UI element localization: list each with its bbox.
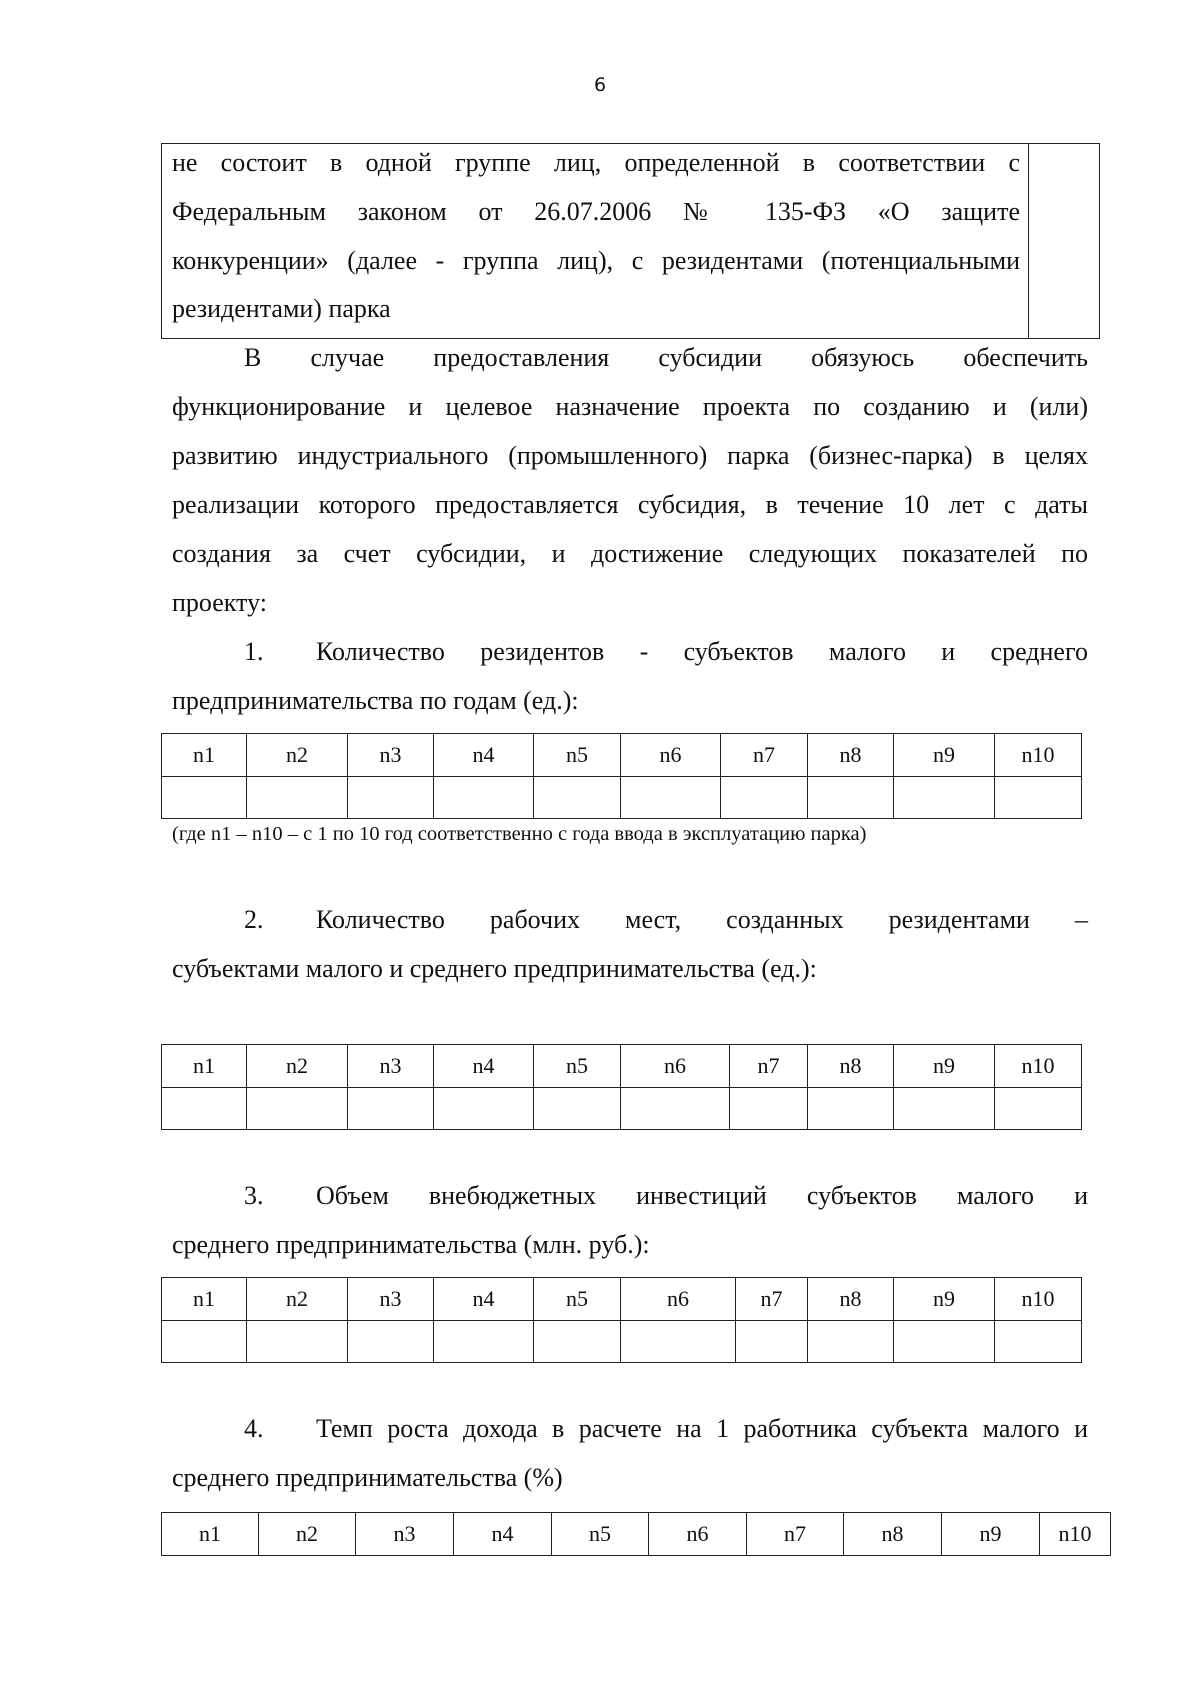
indicator-number: 1. [244, 637, 264, 666]
year-header-cell: n3 [348, 734, 434, 777]
value-cell[interactable] [621, 1088, 730, 1130]
indicator-2-table [161, 1044, 1082, 1130]
indicator-4-table [161, 1512, 1111, 1556]
year-header-row [162, 734, 1082, 777]
intro-paragraph-line: развитию индустриального (промышленного) парка (бизнес-парка) в целях [172, 441, 1088, 470]
value-cell[interactable] [995, 777, 1082, 819]
year-header-cell: n7 [736, 1278, 808, 1321]
value-cell[interactable] [247, 1088, 348, 1130]
eligibility-text-line: Федеральным законом от 26.07.2006 № 135-ФЗ «О защите [172, 197, 1020, 226]
table-divider [1028, 144, 1029, 338]
year-header-cell: n7 [730, 1045, 808, 1088]
year-header-cell: n2 [247, 1045, 348, 1088]
year-header-cell: n6 [621, 1278, 736, 1321]
year-header-cell: n10 [1040, 1513, 1111, 1556]
year-header-cell: n3 [356, 1513, 454, 1556]
intro-paragraph-line: реализации которого предоставляется субсидия, в течение 10 лет с даты [172, 490, 1088, 519]
year-header-cell: n10 [995, 1045, 1082, 1088]
intro-paragraph-line: проекту: [172, 588, 267, 617]
year-header-row [162, 1278, 1082, 1321]
value-cell[interactable] [894, 1321, 995, 1363]
value-cell[interactable] [247, 1321, 348, 1363]
indicator-3-heading [172, 1181, 1088, 1211]
table-note: (где n1 – n10 – с 1 по 10 год соответственно с года ввода в эксплуатацию парка) [172, 823, 867, 845]
indicator-2-heading [172, 905, 1088, 935]
year-header-cell: n5 [552, 1513, 649, 1556]
value-cell[interactable] [808, 1321, 894, 1363]
value-row [162, 1321, 1082, 1363]
year-header-cell: n8 [844, 1513, 942, 1556]
year-header-cell: n4 [434, 1278, 534, 1321]
year-header-cell: n6 [621, 734, 721, 777]
value-cell[interactable] [534, 1321, 621, 1363]
value-cell[interactable] [808, 777, 894, 819]
value-cell[interactable] [721, 777, 808, 819]
value-cell[interactable] [162, 1321, 247, 1363]
indicator-3-heading-cont: среднего предпринимательства (млн. руб.): [172, 1230, 650, 1259]
value-cell[interactable] [162, 777, 247, 819]
year-header-cell: n3 [348, 1045, 434, 1088]
value-cell[interactable] [534, 1088, 621, 1130]
value-cell[interactable] [434, 1321, 534, 1363]
eligibility-text-line: конкуренции» (далее - группа лиц), с резидентами (потенциальными [172, 246, 1020, 275]
year-header-cell: n5 [534, 1045, 621, 1088]
year-header-cell: n1 [162, 1513, 259, 1556]
indicator-1-heading [172, 637, 1088, 667]
indicator-number: 2. [244, 905, 264, 934]
value-cell[interactable] [894, 777, 995, 819]
intro-paragraph-line: В случае предоставления субсидии обязуюсь обеспечить [244, 343, 1088, 372]
year-header-cell: n6 [649, 1513, 747, 1556]
value-cell[interactable] [730, 1088, 808, 1130]
value-cell[interactable] [534, 777, 621, 819]
indicator-title: Количество резидентов - субъектов малого и среднего [316, 637, 1088, 666]
year-header-cell: n8 [808, 1045, 894, 1088]
value-cell[interactable] [621, 777, 721, 819]
year-header-cell: n2 [247, 734, 348, 777]
indicator-number: 3. [244, 1181, 264, 1210]
year-header-cell: n2 [259, 1513, 356, 1556]
year-header-cell: n4 [434, 734, 534, 777]
year-header-cell: n3 [348, 1278, 434, 1321]
year-header-row [162, 1513, 1111, 1556]
year-header-cell: n7 [747, 1513, 844, 1556]
indicator-1-heading-cont: предпринимательства по годам (ед.): [172, 686, 579, 715]
year-header-cell: n1 [162, 734, 247, 777]
year-header-cell: n8 [808, 1278, 894, 1321]
year-header-cell: n6 [621, 1045, 730, 1088]
year-header-cell: n9 [894, 1278, 995, 1321]
value-row [162, 1088, 1082, 1130]
value-cell[interactable] [621, 1321, 736, 1363]
year-header-row [162, 1045, 1082, 1088]
value-cell[interactable] [995, 1321, 1082, 1363]
value-cell[interactable] [434, 1088, 534, 1130]
indicator-title: Количество рабочих мест, созданных резидентами – [316, 905, 1088, 934]
value-cell[interactable] [348, 1321, 434, 1363]
value-cell[interactable] [894, 1088, 995, 1130]
year-header-cell: n5 [534, 734, 621, 777]
value-cell[interactable] [808, 1088, 894, 1130]
value-cell[interactable] [995, 1088, 1082, 1130]
year-header-cell: n9 [894, 1045, 995, 1088]
value-cell[interactable] [247, 777, 348, 819]
eligibility-text-line: не состоит в одной группе лиц, определенной в соответствии с [172, 148, 1020, 177]
indicator-title: Темп роста дохода в расчете на 1 работника субъекта малого и [316, 1414, 1088, 1443]
value-cell[interactable] [736, 1321, 808, 1363]
indicator-4-heading [172, 1414, 1088, 1444]
year-header-cell: n9 [942, 1513, 1040, 1556]
year-header-cell: n9 [894, 734, 995, 777]
year-header-cell: n8 [808, 734, 894, 777]
value-cell[interactable] [162, 1088, 247, 1130]
indicator-4-heading-cont: среднего предпринимательства (%) [172, 1463, 563, 1492]
indicator-number: 4. [244, 1414, 264, 1443]
indicator-title: Объем внебюджетных инвестиций субъектов малого и [316, 1181, 1088, 1210]
year-header-cell: n7 [721, 734, 808, 777]
year-header-cell: n1 [162, 1045, 247, 1088]
eligibility-text-line: резидентами) парка [172, 294, 391, 323]
value-row [162, 777, 1082, 819]
intro-paragraph-line: функционирование и целевое назначение проекта по созданию и (или) [172, 392, 1088, 421]
year-header-cell: n1 [162, 1278, 247, 1321]
indicator-3-table [161, 1277, 1082, 1363]
value-cell[interactable] [348, 777, 434, 819]
year-header-cell: n2 [247, 1278, 348, 1321]
value-cell[interactable] [434, 777, 534, 819]
intro-paragraph-line: создания за счет субсидии, и достижение следующих показателей по [172, 539, 1088, 568]
year-header-cell: n4 [454, 1513, 552, 1556]
year-header-cell: n5 [534, 1278, 621, 1321]
year-header-cell: n4 [434, 1045, 534, 1088]
year-header-cell: n10 [995, 734, 1082, 777]
indicator-1-table [161, 733, 1082, 819]
year-header-cell: n10 [995, 1278, 1082, 1321]
page-number: 6 [593, 74, 607, 96]
indicator-2-heading-cont: субъектами малого и среднего предпринимательства (ед.): [172, 954, 817, 983]
value-cell[interactable] [348, 1088, 434, 1130]
